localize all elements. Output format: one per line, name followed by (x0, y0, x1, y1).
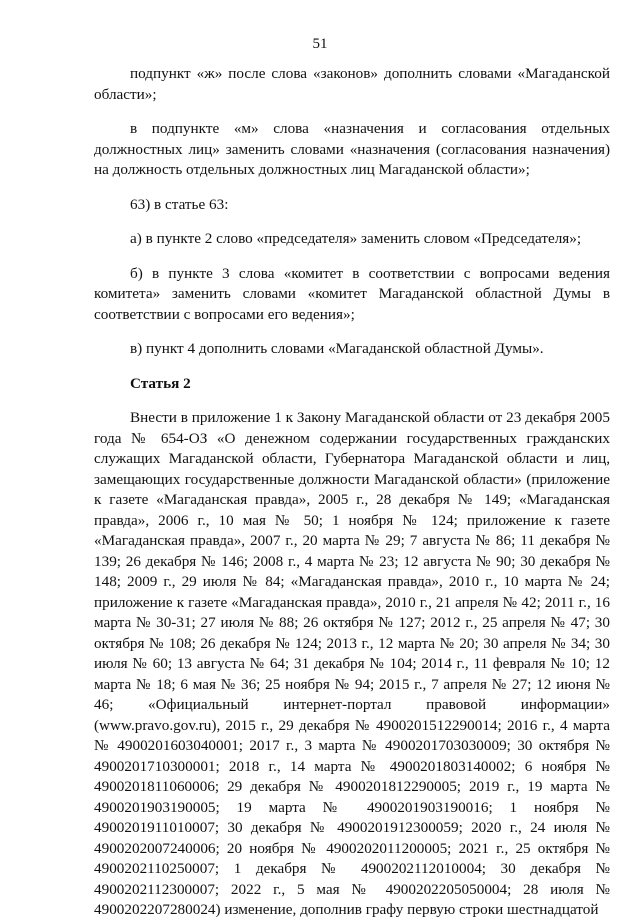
paragraph-point-a: а) в пункте 2 слово «председателя» заменить словом «Председателя»; (130, 230, 582, 247)
paragraph-article-63: 63) в статье 63: (130, 195, 229, 213)
page-number: 51 (312, 36, 328, 52)
paragraph-subpoint-zh: подпункт «ж» после слова «законов» дополнить словами «Магаданской области»; (94, 65, 610, 103)
paragraph-subpoint-m: в подпункте «м» слова «назначения и согласования отдельных должностных лиц» заменить словами «назначения (согласования назначения) на должность отдельных должностных лиц Магаданской области»; (94, 120, 610, 178)
paragraph-article-2-body: Внести в приложение 1 к Закону Магаданской области от 23 декабря 2005 года № 654-ОЗ «О денежном содержании государственных гражданских служащих Магаданской области, Губернатора Магаданской области и лиц, замещающих государственные должности Магаданской области» (приложение к газете «Магаданская правда», 2005 г., 28 декабря № 149; «Магаданская правда», 2006 г., 10 мая № 50; 1 ноября № 124; приложение к газете «Магаданская правда», 2007 г., 20 марта № 29; 7 августа № 86; 11 декабря № 139; 26 декабря № 146; 2008 г., 4 марта № 23; 12 августа № 90; 30 декабря № 148; 2009 г., 29 июля № 84; «Магаданская правда», 2010 г., 10 марта № 24; приложение к газете «Магаданская правда», 2010 г., 21 апреля № 42; 2011 г., 16 марта № 30-31; 27 июля № 88; 26 октября № 127; 2012 г., 25 апреля № 47; 30 октября № 108; 26 декабря № 124; 2013 г., 12 марта № 20; 30 апреля № 34; 30 июля № 60; 13 августа № 64; 31 декабря № 104; 2014 г., 11 февраля № 10; 12 марта № 18; 6 мая № 36; 25 ноября № 94; 2015 г., 7 апреля № 27; 12 июня № 46; «Официальный интернет-портал правовой информации» (www.pravo.gov.ru), 2015 г., 29 декабря № 4900201512290014; 2016 г., 4 марта № 4900201603040001; 2017 г., 3 марта № 4900201703030009; 30 октября № 4900201710300001; 2018 г., 14 марта № 4900201803140002; 6 ноября № 4900201811060006; 29 декабря № 4900201812290005; 2019 г., 19 марта № 4900201903190005; 19 марта № 4900201903190016; 1 ноября № 4900201911010007; 30 декабря № 4900201912300059; 2020 г., 24 июля № 4900202007240006; 20 ноября № 4900202011200005; 2021 г., 25 октября № 4900202110250007; 1 декабря № 4900202112010004; 30 декабря № 4900202112300007; 2022 г., 5 мая № 4900202205050004; 28 июля № 4900202207280024) изменение, дополнив графу первую строки шестнадцатой (94, 409, 610, 918)
paragraph-point-v: в) пункт 4 дополнить словами «Магаданской областной Думы». (130, 340, 544, 357)
paragraph-point-b: б) в пункте 3 слова «комитет в соответствии с вопросами ведения комитета» заменить словами «комитет Магаданской областной Думы в соответствии с вопросами его ведения»; (94, 264, 610, 323)
article-heading: Статья 2 (130, 374, 191, 392)
document-body (94, 64, 610, 921)
